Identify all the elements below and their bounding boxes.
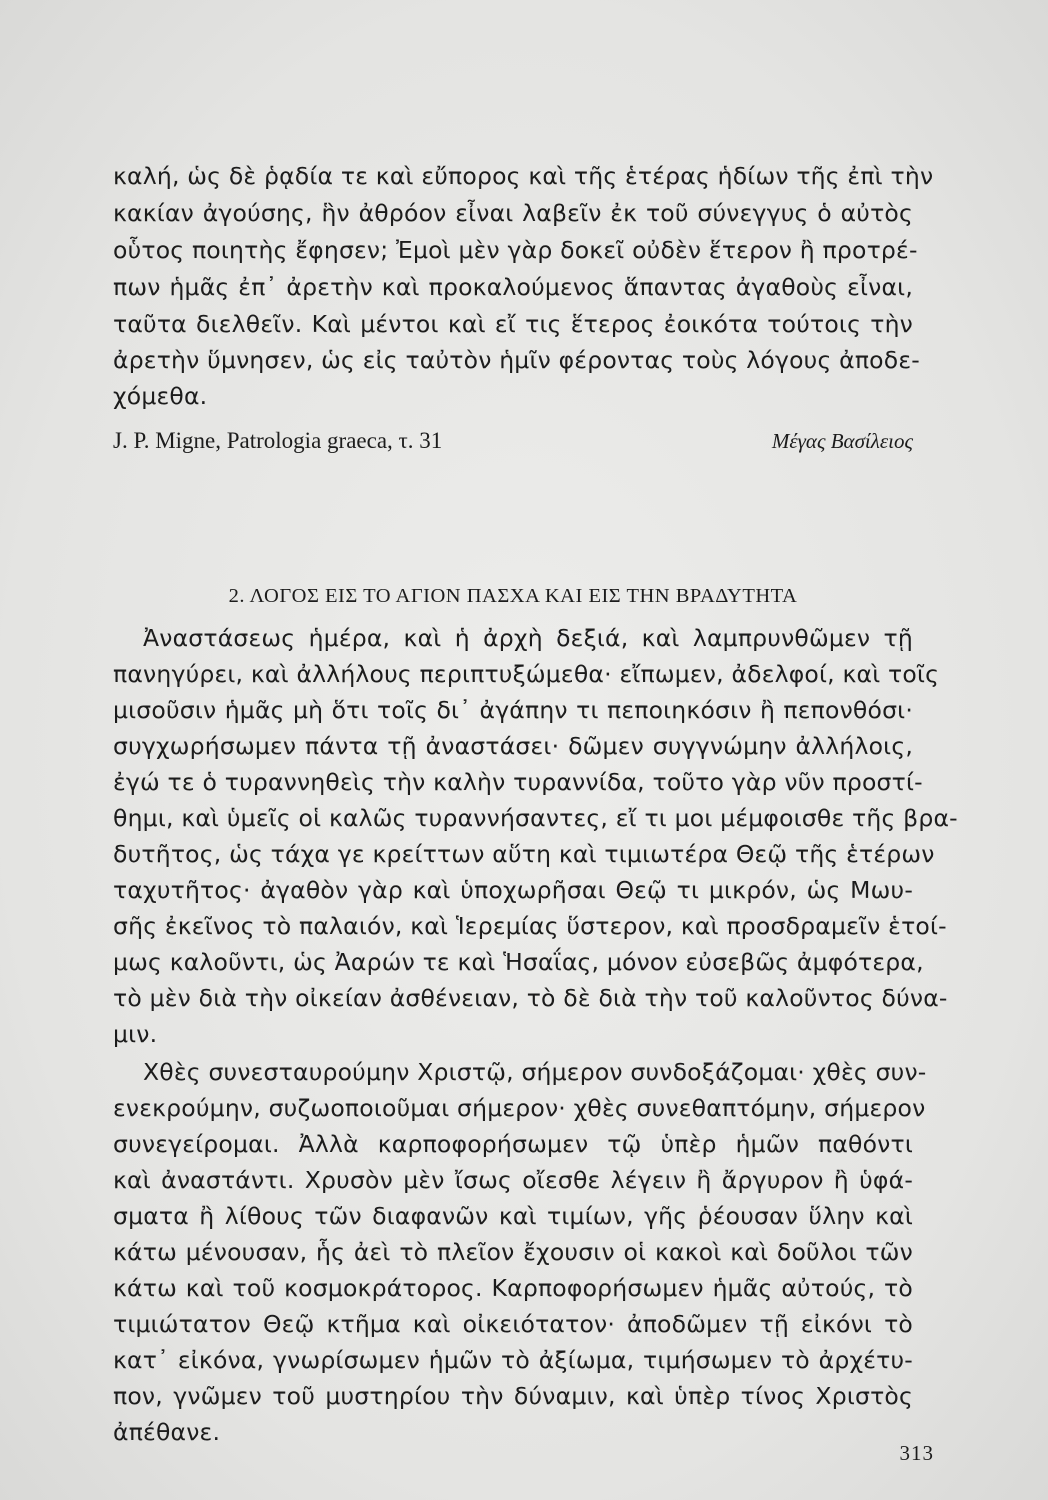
text-line: σματα ἢ λίθους τῶν διαφανῶν καὶ τιμίων, γῆς ῥέουσαν ὕλην καὶ xyxy=(113,1202,913,1230)
text-line: κάτω μένουσαν, ἧς ἀεὶ τὸ πλεῖον ἔχουσιν οἱ κακοὶ καὶ δοῦλοι τῶν xyxy=(113,1238,913,1266)
text-line: ενεκρούμην, συζωοποιοῦμαι σήμερον· χθὲς συνεθαπτόμην, σήμερον xyxy=(113,1094,926,1122)
text-line: Ἀναστάσεως ἡμέρα, καὶ ἡ ἀρχὴ δεξιά, καὶ λαμπρυνθῶμεν τῇ xyxy=(143,624,913,652)
text-line: ἀπέθανε. xyxy=(113,1418,221,1446)
text-line: τιμιώτατον Θεῷ κτῆμα καὶ οἰκειότατον· ἀποδῶμεν τῇ εἰκόνι τὸ xyxy=(113,1310,913,1338)
text-line: πανηγύρει, καὶ ἀλλήλους περιπτυξώμεθα· εἴπωμεν, ἀδελφοί, καὶ τοῖς xyxy=(113,660,940,688)
text-line: καὶ ἀναστάντι. Χρυσὸν μὲν ἴσως οἴεσθε λέγειν ἢ ἄργυρον ἢ ὑφά- xyxy=(113,1166,913,1194)
page-number: 313 xyxy=(899,1441,934,1465)
text-line: μισοῦσιν ἡμᾶς μὴ ὅτι τοῖς δι᾽ ἀγάπην τι πεποιηκόσιν ἢ πεπονθόσι· xyxy=(113,696,913,724)
text-line: ταχυτῆτος· ἀγαθὸν γὰρ καὶ ὑποχωρῆσαι Θεῷ τι μικρόν, ὡς Μωυ- xyxy=(113,876,913,904)
text-line: κακίαν ἀγούσης, ἣν ἀθρόον εἶναι λαβεῖν ἐκ τοῦ σύνεγγυς ὁ αὐτὸς xyxy=(113,199,913,227)
text-line: κάτω καὶ τοῦ κοσμοκράτορος. Καρποφορήσωμεν ἡμᾶς αὐτούς, τὸ xyxy=(113,1274,913,1302)
text-line: ταῦτα διελθεῖν. Καὶ μέντοι καὶ εἴ τις ἕτερος ἐοικότα τούτοις τὴν xyxy=(113,310,913,338)
text-line: οὗτος ποιητὴς ἔφησεν; Ἐμοὶ μὲν γὰρ δοκεῖ οὐδὲν ἕτερον ἢ προτρέ- xyxy=(113,236,918,264)
text-line: σῆς ἐκεῖνος τὸ παλαιόν, καὶ Ἱερεμίας ὕστερον, καὶ προσδραμεῖν ἑτοί- xyxy=(113,912,947,940)
text-line: πον, γνῶμεν τοῦ μυστηρίου τὴν δύναμιν, καὶ ὑπὲρ τίνος Χριστὸς xyxy=(113,1382,913,1410)
text-line: κατ᾽ εἰκόνα, γνωρίσωμεν ἡμῶν τὸ ἀξίωμα, τιμήσωμεν τὸ ἀρχέτυ- xyxy=(113,1346,913,1374)
text-line: πων ἡμᾶς ἐπ᾽ ἀρετὴν καὶ προκαλούμενος ἅπαντας ἀγαθοὺς εἶναι, xyxy=(113,273,913,301)
source-citation xyxy=(113,427,913,455)
text-line: μιν. xyxy=(113,1020,158,1048)
text-line: θημι, καὶ ὑμεῖς οἱ καλῶς τυραννήσαντες, εἴ τι μοι μέμφοισθε τῆς βρα- xyxy=(113,804,958,832)
text-line: ἀρετὴν ὕμνησεν, ὡς εἰς ταὐτὸν ἡμῖν φέροντας τοὺς λόγους ἀποδε- xyxy=(113,346,920,374)
text-line: χόμεθα. xyxy=(113,382,208,410)
text-line: ἐγώ τε ὁ τυραννηθεὶς τὴν καλὴν τυραννίδα, τοῦτο γὰρ νῦν προστί- xyxy=(113,768,923,796)
section-heading: 2. ΛΟΓΟΣ ΕΙΣ ΤΟ ΑΓΙΟΝ ΠΑΣΧΑ ΚΑΙ ΕΙΣ ΤΗΝ ΒΡΑΔΥΤΗΤΑ xyxy=(228,585,798,607)
citation-author: Μέγας Βασίλειος xyxy=(771,429,913,453)
text-line: μως καλοῦντι, ὡς Ἀαρών τε καὶ Ἡσαΐας, μόνον εὐσεβῶς ἀμφότερα, xyxy=(113,948,924,976)
text-line: δυτῆτος, ὡς τάχα γε κρείττων αὕτη καὶ τιμιωτέρα Θεῷ τῆς ἑτέρων xyxy=(113,840,935,868)
text-line: καλή, ὡς δὲ ῥᾳδία τε καὶ εὔπορος καὶ τῆς ἑτέρας ἡδίων τῆς ἐπὶ τὴν xyxy=(113,162,934,190)
text-line: συνεγείρομαι. Ἀλλὰ καρποφορήσωμεν τῷ ὑπὲρ ἡμῶν παθόντι xyxy=(113,1130,913,1158)
text-line: Χθὲς συνεσταυρούμην Χριστῷ, σήμερον συνδοξάζομαι· χθὲς συν- xyxy=(143,1058,927,1086)
text-line: τὸ μὲν διὰ τὴν οἰκείαν ἀσθένειαν, τὸ δὲ διὰ τὴν τοῦ καλοῦντος δύνα- xyxy=(113,984,948,1012)
text-line: συγχωρήσωμεν πάντα τῇ ἀναστάσει· δῶμεν συγγνώμην ἀλλήλοις, xyxy=(113,732,913,760)
citation-text: J. P. Migne, Patrologia graeca, τ. 31 xyxy=(113,428,443,453)
